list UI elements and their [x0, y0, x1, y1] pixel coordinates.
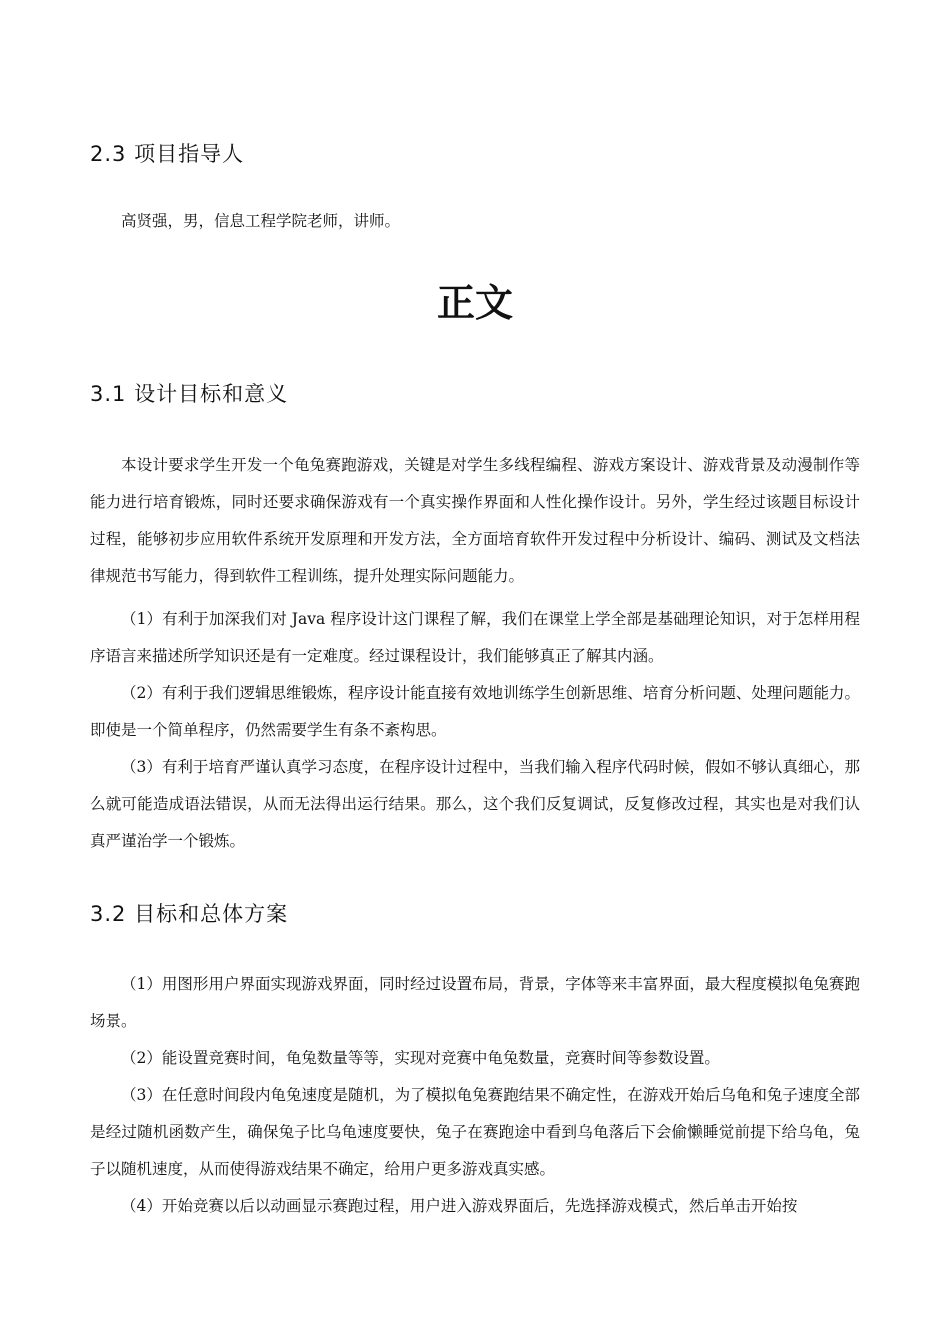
body-title: 正文 [436, 281, 513, 325]
paragraph-3-2-item-3: （3）在任意时间段内龟兔速度是随机，为了模拟龟兔赛跑结果不确定性，在游戏开始后乌龟和兔子速度全部是经过随机函数产生，确保兔子比乌龟速度要快，兔子在赛跑途中看到乌龟落后下会偷懒睡觉前提下给乌龟，兔子以随机速度，从而使得游戏结果不确定，给用户更多游戏真实感。 [90, 1086, 860, 1178]
section-heading-2-3: 2.3 项目指导人 [90, 142, 245, 166]
paragraph-3-2-item-1: （1）用图形用户界面实现游戏界面，同时经过设置布局，背景，字体等来丰富界面，最大程度模拟龟兔赛跑场景。 [90, 975, 860, 1030]
advisor-paragraph: 高贤强，男，信息工程学院老师，讲师。 [121, 212, 401, 230]
section-heading-3-1: 3.1 设计目标和意义 [90, 382, 289, 406]
paragraph-3-2-item-4: （4）开始竞赛以后以动画显示赛跑过程，用户进入游戏界面后，先选择游戏模式，然后单击开始按 [121, 1197, 798, 1215]
paragraph-3-2-item-2: （2）能设置竞赛时间，龟兔数量等等，实现对竞赛中龟兔数量，竞赛时间等参数设置。 [121, 1049, 720, 1067]
paragraph-3-1-item-2: （2）有利于我们逻辑思维锻炼，程序设计能直接有效地训练学生创新思维、培育分析问题、处理问题能力。即使是一个简单程序，仍然需要学生有条不紊构思。 [90, 684, 860, 739]
paragraph-3-1-item-1: （1）有利于加深我们对 Java 程序设计这门课程了解，我们在课堂上学全部是基础理论知识，对于怎样用程序语言来描述所学知识还是有一定难度。经过课程设计，我们能够真正了解其内涵。 [90, 610, 860, 665]
paragraph-3-1-intro: 本设计要求学生开发一个龟兔赛跑游戏，关键是对学生多线程编程、游戏方案设计、游戏背景及动漫制作等能力进行培育锻炼，同时还要求确保游戏有一个真实操作界面和人性化操作设计。另外，学生经过该题目标设计过程，能够初步应用软件系统开发原理和开发方法，全方面培育软件开发过程中分析设计、编码、测试及文档法律规范书写能力，得到软件工程训练，提升处理实际问题能力。 [90, 456, 860, 585]
section-heading-3-2: 3.2 目标和总体方案 [90, 902, 289, 926]
paragraph-3-1-item-3: （3）有利于培育严谨认真学习态度，在程序设计过程中，当我们输入程序代码时候，假如不够认真细心，那么就可能造成语法错误，从而无法得出运行结果。那么，这个我们反复调试，反复修改过程，其实也是对我们认真严谨治学一个锻炼。 [90, 758, 860, 850]
